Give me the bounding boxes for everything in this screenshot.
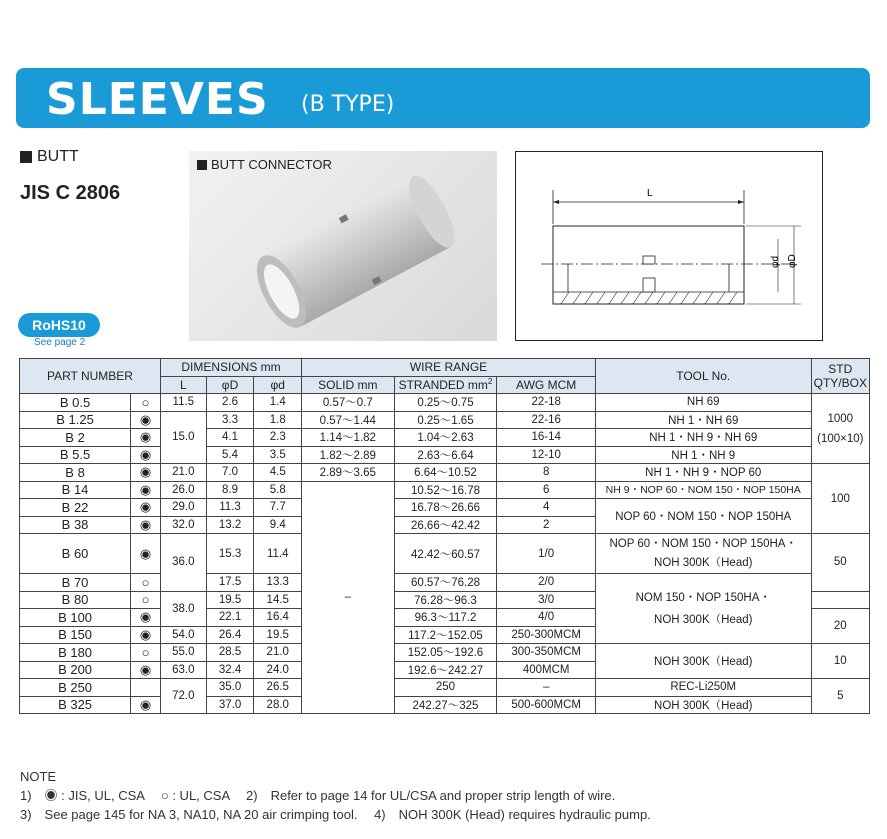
table-row (20, 574, 870, 592)
cell-D: 13.2 (206, 516, 254, 534)
butt-label (20, 148, 79, 166)
note-line-2: 3) See page 145 for NA 3, NA10, NA 20 air crimping tool. 4) NOH 300K (Head) requires hydraulic pump. (20, 807, 651, 822)
header-inner-dia: φd (254, 376, 302, 394)
cell-std: 100 (811, 464, 869, 534)
cell-awg: 12-10 (497, 446, 595, 464)
cert-mark-icon: ○ (131, 644, 161, 662)
cert-mark-icon: ○ (131, 394, 161, 412)
cell-awg: 2/0 (497, 574, 595, 592)
square-bullet-icon (20, 151, 32, 163)
cell-solid: 0.57〜0.7 (302, 394, 394, 412)
cell-d: 24.0 (254, 661, 302, 679)
cell-awg: 4 (497, 499, 595, 517)
cell-d: 21.0 (254, 644, 302, 662)
outer-diameter-label: φD (787, 254, 798, 268)
cell-awg: 300-350MCM (497, 644, 595, 662)
cell-stranded: 152.05〜192.6 (394, 644, 497, 662)
cell-L: 15.0 (160, 411, 206, 464)
cert-mark-icon: ◉ (131, 481, 161, 499)
cell-solid: 0.57〜1.44 (302, 411, 394, 429)
cell-std: 10 (811, 644, 869, 679)
cell-stranded: 10.52〜16.78 (394, 481, 497, 499)
cell-awg: 1/0 (497, 534, 595, 574)
cell-awg: 6 (497, 481, 595, 499)
cell-d: 1.8 (254, 411, 302, 429)
notes-title: NOTE (20, 769, 57, 784)
part-number: B 0.5 (20, 394, 131, 412)
cell-solid: – (302, 481, 394, 714)
page-title: SLEEVES (46, 74, 269, 125)
cell-stranded: 76.28〜96.3 (394, 591, 497, 609)
cell-L: 21.0 (160, 464, 206, 482)
cell-std: 1000 (100×10) (811, 394, 869, 464)
header-dimensions: DIMENSIONS mm (160, 359, 301, 377)
cell-tool: NOH 300K（Head) (595, 696, 811, 714)
header-qty-box: QTY/BOX (813, 376, 867, 390)
cell-D: 8.9 (206, 481, 254, 499)
cert-mark-icon: ◉ (131, 609, 161, 627)
cell-D: 26.4 (206, 626, 254, 644)
cell-D: 2.6 (206, 394, 254, 412)
title-banner (16, 68, 870, 128)
cert-mark-icon: ◉ (131, 499, 161, 517)
cell-awg: 8 (497, 464, 595, 482)
part-number: B 60 (20, 534, 131, 574)
cell-tool (595, 574, 811, 644)
cell-D: 19.5 (206, 591, 254, 609)
cell-tool: NOP 60・NOM 150・NOP 150HA (595, 499, 811, 534)
page-subtitle: (B TYPE) (301, 92, 395, 117)
cell-D: 35.0 (206, 679, 254, 697)
cell-stranded: 0.25〜1.65 (394, 411, 497, 429)
cell-std: 5 (811, 679, 869, 714)
cell-std-blank (811, 591, 869, 609)
cell-L: 38.0 (160, 591, 206, 626)
cert-mark-icon (131, 679, 161, 697)
table-row (20, 394, 870, 412)
cell-D: 17.5 (206, 574, 254, 592)
rohs-note[interactable]: See page 2 (34, 337, 86, 348)
cell-stranded: 42.42〜60.57 (394, 534, 497, 574)
cell-L: 11.5 (160, 394, 206, 412)
cell-stranded: 26.66〜42.42 (394, 516, 497, 534)
length-label: L (647, 188, 653, 199)
cell-D: 28.5 (206, 644, 254, 662)
cell-d: 26.5 (254, 679, 302, 697)
cell-solid: 2.89〜3.65 (302, 464, 394, 482)
table-row (20, 464, 870, 482)
jis-standard: JIS C 2806 (20, 182, 121, 204)
part-number: B 180 (20, 644, 131, 662)
header-solid: SOLID mm (302, 376, 394, 394)
table-row (20, 696, 870, 714)
cell-L: 63.0 (160, 661, 206, 679)
cell-d: 19.5 (254, 626, 302, 644)
cell-D: 11.3 (206, 499, 254, 517)
header-std-qty (811, 359, 869, 394)
cert-mark-icon: ◉ (131, 696, 161, 714)
cell-L: 55.0 (160, 644, 206, 662)
cert-mark-icon: ◉ (131, 429, 161, 447)
table-row (20, 411, 870, 429)
cell-tool: NH 1・NH 9・NOP 60 (595, 464, 811, 482)
cell-D: 5.4 (206, 446, 254, 464)
header-stranded-sup: 2 (487, 377, 493, 387)
cell-tool: NOH 300K（Head) (595, 644, 811, 679)
part-number: B 22 (20, 499, 131, 517)
cell-d: 9.4 (254, 516, 302, 534)
header-tool: TOOL No. (595, 359, 811, 394)
part-number: B 14 (20, 481, 131, 499)
cell-D: 32.4 (206, 661, 254, 679)
cell-awg: – (497, 679, 595, 697)
cell-D: 15.3 (206, 534, 254, 574)
table-row (20, 679, 870, 697)
cell-d: 11.4 (254, 534, 302, 574)
cert-mark-icon: ◉ (131, 411, 161, 429)
cert-mark-icon: ◉ (131, 626, 161, 644)
rohs-badge: RoHS10 (18, 313, 100, 337)
cell-d: 7.7 (254, 499, 302, 517)
header-L: L (160, 376, 206, 394)
table-row (20, 446, 870, 464)
cell-stranded: 192.6〜242.27 (394, 661, 497, 679)
inner-diameter-label: φd (770, 255, 781, 268)
cell-L: 72.0 (160, 679, 206, 714)
table-row (20, 534, 870, 574)
header-awg: AWG MCM (497, 376, 595, 394)
part-number: B 200 (20, 661, 131, 679)
cell-tool: NH 1・NH 9・NH 69 (595, 429, 811, 447)
cell-awg: 2 (497, 516, 595, 534)
cell-std: 50 (811, 534, 869, 592)
cell-D: 37.0 (206, 696, 254, 714)
cell-awg: 22-18 (497, 394, 595, 412)
cell-tool: NH 1・NH 69 (595, 411, 811, 429)
part-number: B 2 (20, 429, 131, 447)
cell-tool: NH 69 (595, 394, 811, 412)
spec-table (19, 358, 870, 714)
part-number: B 1.25 (20, 411, 131, 429)
cert-mark-icon: ◉ (131, 661, 161, 679)
cell-L: 36.0 (160, 534, 206, 592)
cell-awg: 3/0 (497, 591, 595, 609)
part-number: B 100 (20, 609, 131, 627)
part-number: B 150 (20, 626, 131, 644)
cell-tool (595, 534, 811, 574)
cell-awg: 250-300MCM (497, 626, 595, 644)
cert-mark-icon: ◉ (131, 446, 161, 464)
tool-line-1: NOM 150・NOP 150HA・ (635, 591, 771, 604)
cell-awg: 4/0 (497, 609, 595, 627)
cell-L: 32.0 (160, 516, 206, 534)
cell-stranded: 242.27〜325 (394, 696, 497, 714)
cell-awg: 500-600MCM (497, 696, 595, 714)
cell-d: 5.8 (254, 481, 302, 499)
dimension-diagram (515, 151, 823, 341)
tool-line-2: NOH 300K（Head) (654, 613, 753, 626)
part-number: B 8 (20, 464, 131, 482)
notes-section (20, 767, 651, 824)
cell-d: 1.4 (254, 394, 302, 412)
cell-stranded: 117.2〜152.05 (394, 626, 497, 644)
cell-awg: 22-16 (497, 411, 595, 429)
cell-stranded: 2.63〜6.64 (394, 446, 497, 464)
cell-stranded: 6.64〜10.52 (394, 464, 497, 482)
part-number: B 250 (20, 679, 131, 697)
photo-label-text: BUTT CONNECTOR (211, 157, 332, 172)
cell-stranded: 1.04〜2.63 (394, 429, 497, 447)
part-number: B 38 (20, 516, 131, 534)
table-row (20, 429, 870, 447)
part-number: B 325 (20, 696, 131, 714)
cell-awg: 16-14 (497, 429, 595, 447)
cert-mark-icon: ○ (131, 574, 161, 592)
sleeve-photo-illustration (189, 151, 497, 341)
butt-text: BUTT (37, 148, 79, 165)
tool-line-2: NOH 300K（Head) (654, 556, 753, 569)
cell-d: 13.3 (254, 574, 302, 592)
cell-tool: NH 9・NOP 60・NOM 150・NOP 150HA (595, 481, 811, 499)
cell-d: 28.0 (254, 696, 302, 714)
table-row (20, 644, 870, 662)
tool-line-1: NOP 60・NOM 150・NOP 150HA・ (609, 537, 797, 550)
product-photo (189, 151, 497, 341)
part-number: B 70 (20, 574, 131, 592)
cell-stranded: 16.78〜26.66 (394, 499, 497, 517)
part-number: B 80 (20, 591, 131, 609)
cert-mark-icon: ○ (131, 591, 161, 609)
header-wire-range: WIRE RANGE (302, 359, 596, 377)
cell-solid: 1.82〜2.89 (302, 446, 394, 464)
cell-stranded: 96.3〜117.2 (394, 609, 497, 627)
cell-L: 29.0 (160, 499, 206, 517)
part-number: B 5.5 (20, 446, 131, 464)
header-stranded (394, 376, 497, 394)
cell-L: 26.0 (160, 481, 206, 499)
sleeve-cross-section-diagram (516, 152, 824, 342)
cell-tool: NH 1・NH 9 (595, 446, 811, 464)
table-row (20, 499, 870, 517)
header-stranded-text: STRANDED mm (398, 378, 488, 393)
cell-d: 3.5 (254, 446, 302, 464)
header-std: STD (828, 362, 853, 376)
cell-solid: 1.14〜1.82 (302, 429, 394, 447)
cell-d: 14.5 (254, 591, 302, 609)
cell-D: 7.0 (206, 464, 254, 482)
cert-mark-icon: ◉ (131, 534, 161, 574)
cell-d: 16.4 (254, 609, 302, 627)
cert-mark-icon: ◉ (131, 516, 161, 534)
cell-d: 2.3 (254, 429, 302, 447)
cell-tool: REC-Li250M (595, 679, 811, 697)
cell-std: 20 (811, 609, 869, 644)
cell-D: 3.3 (206, 411, 254, 429)
cell-D: 22.1 (206, 609, 254, 627)
cell-D: 4.1 (206, 429, 254, 447)
cell-stranded: 250 (394, 679, 497, 697)
cell-d: 4.5 (254, 464, 302, 482)
cell-L: 54.0 (160, 626, 206, 644)
cert-mark-icon: ◉ (131, 464, 161, 482)
cell-stranded: 0.25〜0.75 (394, 394, 497, 412)
table-row (20, 481, 870, 499)
cell-stranded: 60.57〜76.28 (394, 574, 497, 592)
header-outer-dia: φD (206, 376, 254, 394)
cell-awg: 400MCM (497, 661, 595, 679)
header-part-number: PART NUMBER (20, 359, 161, 394)
note-line-1: 1) ◉ : JIS, UL, CSA ○ : UL, CSA 2) Refer to page 14 for UL/CSA and proper strip length of wire. (20, 788, 616, 803)
